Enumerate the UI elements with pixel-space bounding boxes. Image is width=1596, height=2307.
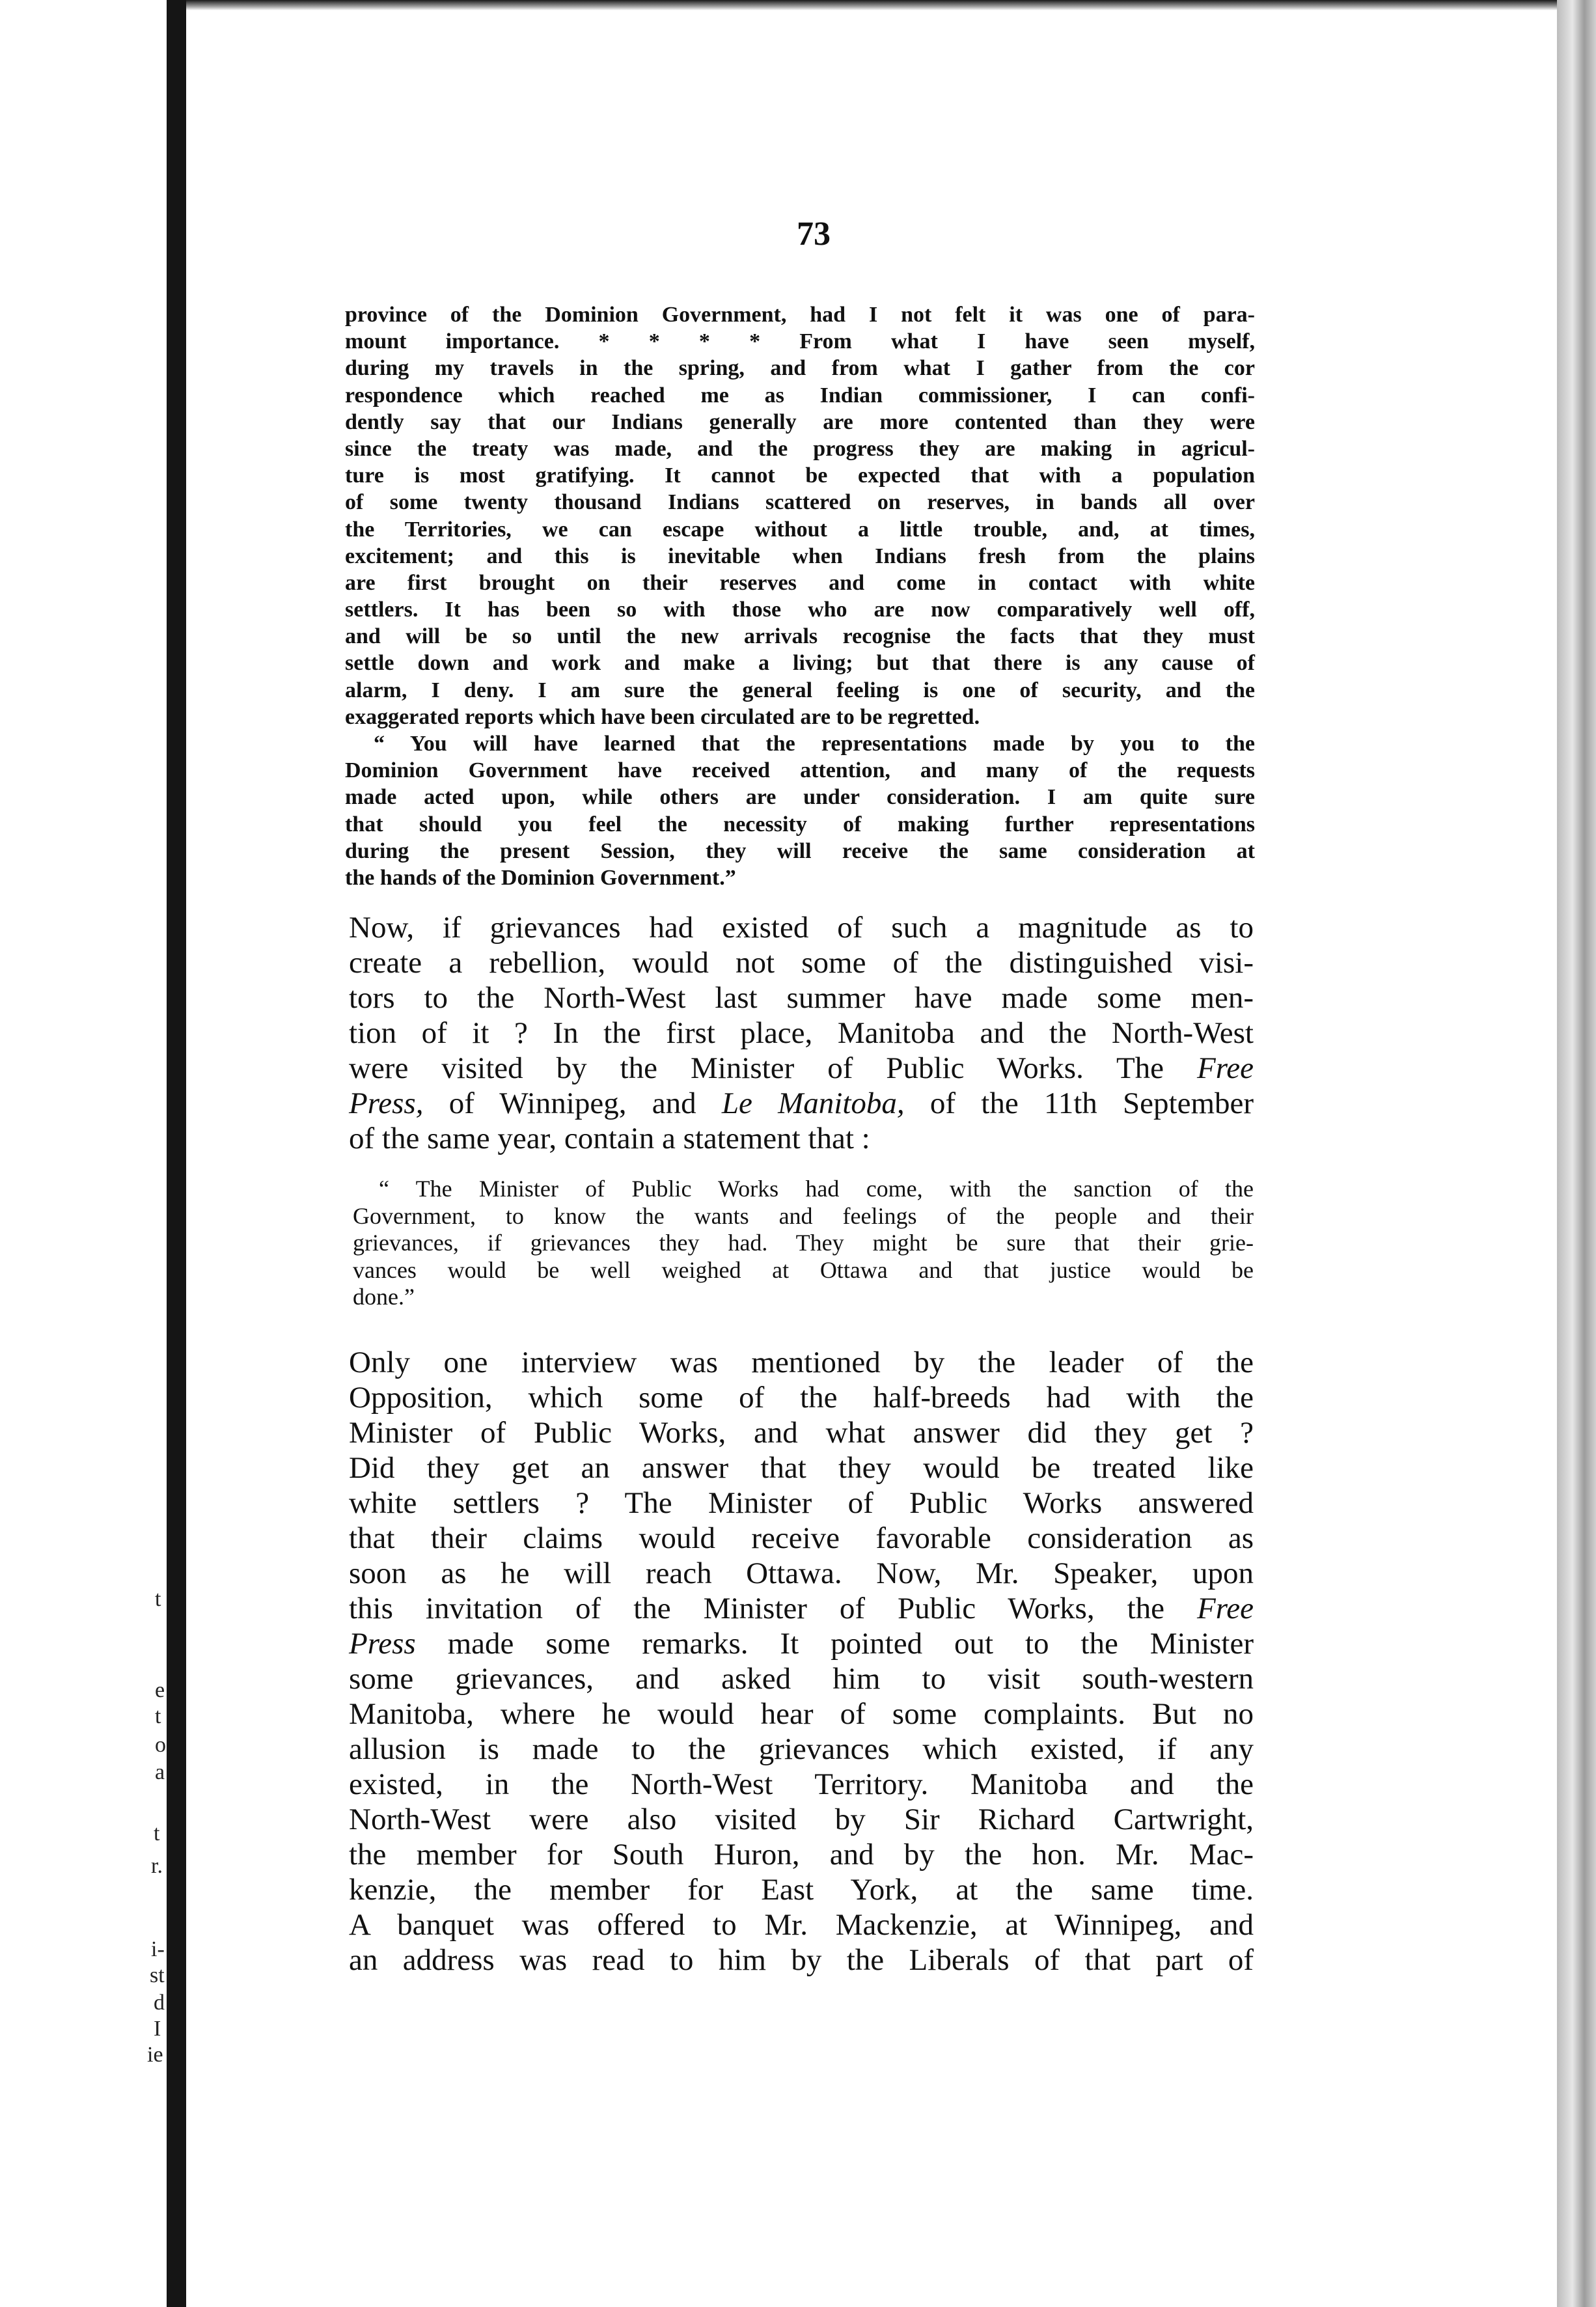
minister-quote-line: done.” (353, 1284, 415, 1310)
quote-line: “ You will have learned that the representations made by you to the (374, 732, 1255, 756)
quote-line: during my travels in the spring, and from what I gather from the cor (345, 356, 1255, 381)
facing-page-fragment: ie (147, 2043, 163, 2067)
page-number: 73 (797, 215, 831, 253)
body-line-text: of the 11th September (929, 1086, 1254, 1120)
quote-line: dently say that our Indians generally are more contented than they were (345, 409, 1255, 434)
quote-line: are first brought on their reserves and come in contact with white (345, 570, 1255, 595)
body-line (349, 1051, 1254, 1086)
body-line-text: of Winnipeg, and (448, 1086, 696, 1120)
page-top-edge (186, 0, 1557, 10)
quote-line: alarm, I deny. I am sure the general feeling is one of security, and the (345, 678, 1255, 702)
body-line: that their claims would receive favorable consideration as (349, 1521, 1254, 1555)
facing-page-fragment: r. (151, 1854, 163, 1878)
body-line: Only one interview was mentioned by the leader of the (349, 1346, 1254, 1379)
body-line (349, 1591, 1254, 1626)
body-line: tion of it ? In the first place, Manitoba and the North-West (349, 1016, 1254, 1050)
body-line: Now, if grievances had existed of such a magnitude as to (349, 911, 1254, 945)
book-gutter-shadow (167, 0, 186, 2307)
quote-line: made acted upon, while others are under consideration. I am quite sure (345, 785, 1255, 810)
quote-line: and will be so until the new arrivals recognise the facts that they must (345, 624, 1255, 649)
facing-page-fragment: t (155, 1587, 161, 1611)
quote-line: province of the Dominion Government, had I not felt it was one of para- (345, 303, 1255, 327)
quote-line: since the treaty was made, and the progress they are making in agricul- (345, 436, 1255, 461)
facing-page-fragment: i- (151, 1937, 165, 1961)
minister-quote-line: “ The Minister of Public Works had come, with the sanction of the (379, 1176, 1254, 1202)
page-stack-edge (1557, 0, 1596, 2307)
body-paragraph-1 (349, 910, 1254, 1156)
minister-quote-line: vances would be well weighed at Ottawa and that justice would be (353, 1256, 1254, 1283)
body-line: create a rebellion, would not some of the distinguished visi- (349, 946, 1254, 980)
quote-line: of some twenty thousand Indians scattered on reserves, in bands all over (345, 490, 1255, 515)
body-line: some grievances, and asked him to visit south-western (349, 1662, 1254, 1696)
body-line: Did they get an answer that they would be treated like (349, 1451, 1254, 1485)
quote-line: the hands of the Dominion Government.” (345, 865, 736, 890)
facing-page-edge (0, 0, 167, 2307)
body-line: soon as he will reach Ottawa. Now, Mr. Speaker, upon (349, 1556, 1254, 1590)
body-line: Opposition, which some of the half-breeds had with the (349, 1381, 1254, 1415)
quote-line: ture is most gratifying. It cannot be expected that with a population (345, 463, 1255, 488)
body-line: the member for South Huron, and by the hon. Mr. Mac- (349, 1838, 1254, 1872)
facing-page-fragment: I (154, 2017, 161, 2041)
italic-press: Press, (349, 1086, 424, 1120)
body-line: existed, in the North-West Territory. Manitoba and the (349, 1767, 1254, 1801)
facing-page-fragment: d (154, 1991, 165, 2015)
body-line-text: made some remarks. It pointed out to the Minister (447, 1627, 1254, 1661)
body-line: allusion is made to the grievances which existed, if any (349, 1732, 1254, 1766)
italic-free: Free (1197, 1592, 1254, 1625)
opening-quote-block (345, 301, 1255, 891)
body-line-text: this invitation of the Minister of Public Works, the (349, 1592, 1165, 1625)
body-line: of the same year, contain a statement that : (349, 1122, 870, 1155)
body-line: North-West were also visited by Sir Richard Cartwright, (349, 1803, 1254, 1836)
body-line: A banquet was offered to Mr. Mackenzie, at Winnipeg, and (349, 1908, 1254, 1942)
italic-press: Press (349, 1627, 416, 1661)
quote-line: that should you feel the necessity of making further representations (345, 812, 1255, 836)
italic-le-manitoba: Le Manitoba, (721, 1086, 905, 1120)
facing-page-fragment: st (150, 1963, 165, 1987)
quote-line: settle down and work and make a living; but that there is any cause of (345, 651, 1255, 676)
quote-line: excitement; and this is inevitable when Indians fresh from the plains (345, 544, 1255, 568)
minister-quote-block (353, 1176, 1254, 1311)
facing-page-fragment: o (155, 1733, 166, 1757)
minister-quote-line: grievances, if grievances they had. They might be sure that their grie- (353, 1230, 1254, 1256)
facing-page-fragment: t (154, 1821, 160, 1845)
quote-line: respondence which reached me as Indian commissioner, I can confi- (345, 383, 1255, 408)
quote-line: settlers. It has been so with those who are now comparatively well off, (345, 598, 1255, 622)
body-line: white settlers ? The Minister of Public Works answered (349, 1486, 1254, 1520)
quote-line: during the present Session, they will receive the same consideration at (345, 838, 1255, 863)
body-line-text: were visited by the Minister of Public Works. The (349, 1051, 1164, 1085)
body-line (349, 1086, 1254, 1121)
body-line: an address was read to him by the Liberals of that part of (349, 1943, 1254, 1977)
body-line: Minister of Public Works, and what answer did they get ? (349, 1416, 1254, 1450)
body-paragraph-2 (349, 1345, 1254, 1978)
quote-line: mount importance. * * * * From what I have seen myself, (345, 329, 1255, 354)
italic-free: Free (1197, 1051, 1254, 1085)
quote-line: Dominion Government have received attention, and many of the requests (345, 758, 1255, 783)
quote-line: the Territories, we can escape without a little trouble, and, at times, (345, 517, 1255, 542)
facing-page-fragment: a (155, 1760, 165, 1784)
minister-quote-line: Government, to know the wants and feelings of the people and their (353, 1202, 1254, 1229)
body-line (349, 1626, 1254, 1661)
quote-line: exaggerated reports which have been circulated are to be regretted. (345, 704, 980, 729)
body-line: kenzie, the member for East York, at the same time. (349, 1873, 1254, 1907)
facing-page-fragment: e (155, 1678, 165, 1702)
body-line: Manitoba, where he would hear of some complaints. But no (349, 1697, 1254, 1731)
body-line: tors to the North-West last summer have made some men- (349, 981, 1254, 1015)
facing-page-fragment: t (155, 1704, 161, 1728)
